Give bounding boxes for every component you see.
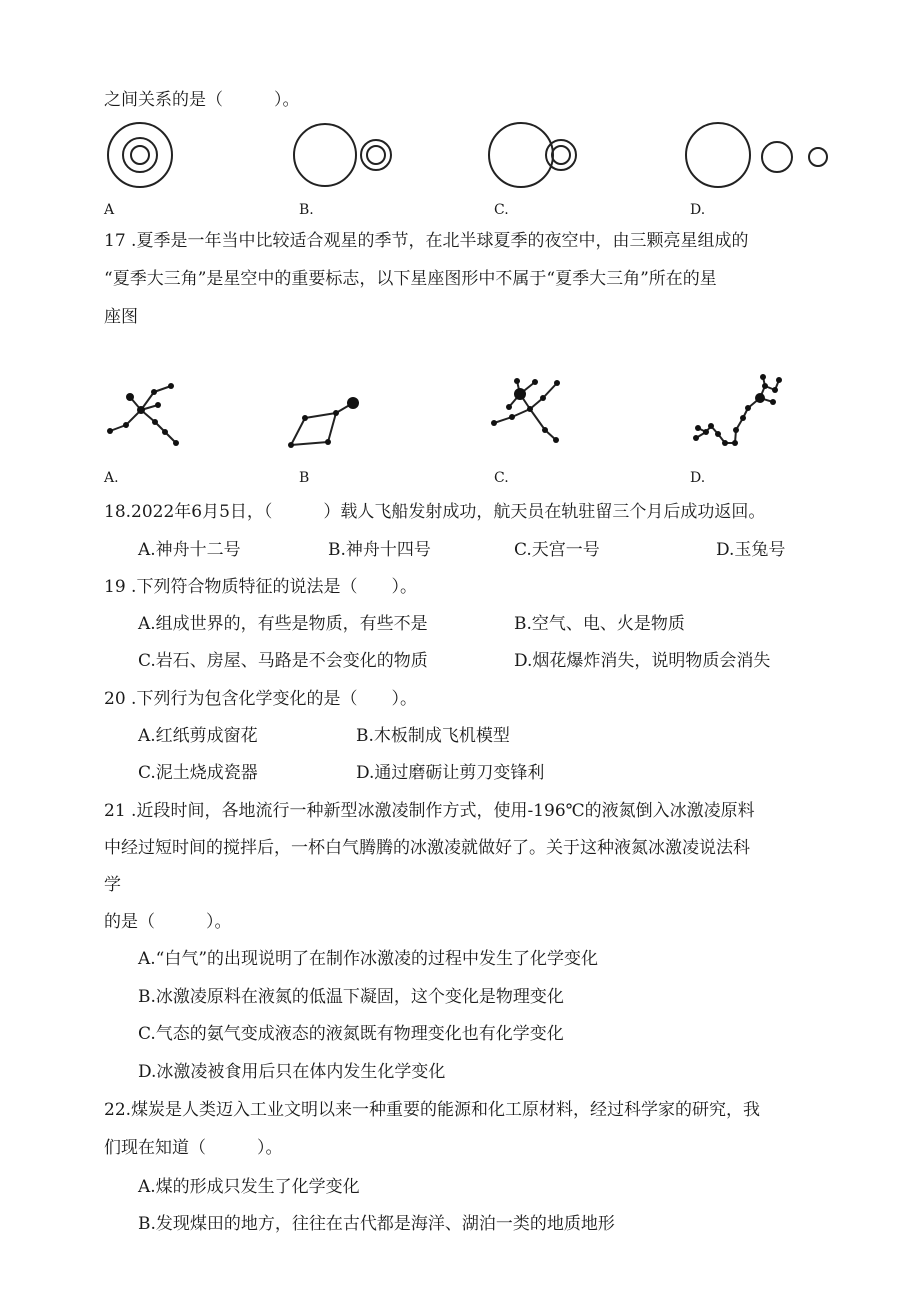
q16-a-middle-ring xyxy=(123,138,157,172)
q17-stem-line2: “夏季大三角”是星空中的重要标志，以下星座图形中不属于“夏季大三角”所在的星 xyxy=(104,269,717,289)
q17-constellation-d-star-12 xyxy=(760,374,766,380)
q18-stem: 18.2022年6月5日，（ ）载人飞船发射成功，航天员在轨驻留三个月后成功返回。 xyxy=(104,502,766,522)
q17-constellation-d-star-7 xyxy=(733,427,739,433)
q17-option-a-label: A. xyxy=(104,470,119,486)
q17-constellation-a-star-7 xyxy=(155,402,161,408)
q17-constellation-d-star-2 xyxy=(703,429,709,435)
q17-constellation-c-star-8 xyxy=(532,379,538,385)
q16-d-small-circle xyxy=(809,148,827,166)
q17-constellation-a-star-4 xyxy=(151,389,157,395)
q17-constellation-c-star-3 xyxy=(527,406,533,412)
q17-constellation-d-star-4 xyxy=(715,431,721,437)
q17-constellation-d-star-14 xyxy=(776,377,782,383)
q17-constellation-b-star-5 xyxy=(347,397,359,409)
q16-d-medium-circle xyxy=(762,142,792,172)
q20-option-b: B.木板制成飞机模型 xyxy=(356,726,510,746)
q17-constellation-b-star-3 xyxy=(333,410,339,416)
q21-option-d: D.冰激凌被食用后只在体内发生化学变化 xyxy=(138,1062,446,1082)
q17-constellation-c-star-2 xyxy=(509,414,515,420)
q16-c-small-circle xyxy=(552,146,570,164)
q17-constellation-c-edge-8 xyxy=(530,409,545,430)
q17-constellation-d-star-3 xyxy=(708,423,714,429)
q16-b-small-circle xyxy=(367,146,385,164)
q17-constellation-d-star-5 xyxy=(722,440,728,446)
q17-constellation-b-edge-2 xyxy=(305,413,336,418)
q17-constellation-c-star-5 xyxy=(554,380,560,386)
q16-c-medium-circle xyxy=(546,140,576,170)
q16-c-large-circle xyxy=(489,123,553,187)
q17-constellation-c-star-1 xyxy=(491,420,497,426)
q16-figure-d xyxy=(683,115,833,195)
q17-constellation-d-star-8 xyxy=(740,415,746,421)
q17-constellation-c-star-11 xyxy=(506,404,512,410)
q20-option-a: A.红纸剪成窗花 xyxy=(138,726,258,746)
q19-option-d: D.烟花爆炸消失，说明物质会消失 xyxy=(514,651,771,671)
q21-stem-line3: 学 xyxy=(104,875,121,895)
q16-a-inner-ring xyxy=(131,146,149,164)
q17-constellation-d-star-6 xyxy=(732,440,738,446)
q18-option-c: C.天宫一号 xyxy=(514,540,600,560)
q17-constellation-c-star-6 xyxy=(514,378,520,384)
q17-constellation-a-star-5 xyxy=(168,383,174,389)
q17-constellation-d-star-11 xyxy=(762,383,768,389)
q17-option-d-label: D. xyxy=(690,470,706,486)
q22-option-b: B.发现煤田的地方，往往在古代都是海洋、湖泊一类的地质地形 xyxy=(138,1214,615,1234)
q17-constellation-b-edge-1 xyxy=(291,418,305,445)
q17-constellation-c-edge-4 xyxy=(543,383,557,398)
q17-constellation-b-star-4 xyxy=(325,439,331,445)
q17-constellation-a-star-3 xyxy=(137,406,145,414)
q21-stem-line2: 中经过短时间的搅拌后，一杯白气腾腾的冰激凌就做好了。关于这种液氮冰激凌说法科 xyxy=(104,838,750,858)
q18-option-b: B.神舟十四号 xyxy=(328,540,431,560)
q17-stem-line1: 17 .夏季是一年当中比较适合观星的季节，在北半球夏季的夜空中，由三颗亮星组成的 xyxy=(104,231,749,251)
q20-option-d: D.通过磨砺让剪刀变锋利 xyxy=(356,763,545,783)
q17-constellation-d-star-13 xyxy=(772,387,778,393)
q16-a-outer-ring xyxy=(108,123,172,187)
q17-constellation-b-edge-3 xyxy=(328,413,336,442)
q17-constellation-d-star-10 xyxy=(755,393,765,403)
q17-constellation-a-star-1 xyxy=(107,428,113,434)
q16-figure-a xyxy=(100,115,180,195)
q19-option-c: C.岩石、房屋、马路是不会变化的物质 xyxy=(138,651,428,671)
q16-option-b-label: B. xyxy=(299,202,314,218)
q17-constellation-d-star-9 xyxy=(745,405,751,411)
q17-constellation-b xyxy=(283,390,363,450)
q21-stem-line4: 的是（ ）。 xyxy=(104,912,232,932)
q17-option-b-label: B xyxy=(299,470,310,486)
q17-constellation-d-star-16 xyxy=(693,435,699,441)
q16-option-a-label: A xyxy=(104,202,115,218)
q16-figure-b xyxy=(290,115,400,195)
q17-constellation-a-star-10 xyxy=(173,440,179,446)
q17-constellation-a-star-2 xyxy=(123,422,129,428)
q18-option-a: A.神舟十二号 xyxy=(138,540,241,560)
q16-d-large-circle xyxy=(686,123,750,187)
q17-constellation-c-star-4 xyxy=(540,395,546,401)
q19-option-b: B.空气、电、火是物质 xyxy=(514,614,685,634)
q17-constellation-a-star-8 xyxy=(152,419,158,425)
q22-stem-line2: 们现在知道（ ）。 xyxy=(104,1138,283,1158)
q17-constellation-a xyxy=(100,375,190,455)
q16-option-c-label: C. xyxy=(494,202,509,218)
q22-stem-line1: 22.煤炭是人类迈入工业文明以来一种重要的能源和化工原材料，经过科学家的研究，我 xyxy=(104,1100,761,1120)
q16-stem-tail: 之间关系的是（ ）。 xyxy=(104,90,300,110)
q17-constellation-d-star-1 xyxy=(695,425,701,431)
q19-stem: 19 .下列符合物质特征的说法是（ ）。 xyxy=(104,577,417,597)
q17-constellation-d xyxy=(688,368,788,453)
q16-option-d-label: D. xyxy=(690,202,706,218)
q17-constellation-c-star-7 xyxy=(514,388,526,400)
q16-b-medium-circle xyxy=(361,140,391,170)
q22-option-a: A.煤的形成只发生了化学变化 xyxy=(138,1177,360,1197)
q20-stem: 20 .下列行为包含化学变化的是（ ）。 xyxy=(104,689,417,709)
q20-option-c: C.泥土烧成瓷器 xyxy=(138,763,258,783)
q18-option-d: D.玉兔号 xyxy=(716,540,786,560)
q17-constellation-c xyxy=(487,375,582,455)
q16-figure-c xyxy=(487,115,587,195)
q21-option-a: A.“白气”的出现说明了在制作冰激凌的过程中发生了化学变化 xyxy=(138,949,599,969)
q17-constellation-c-star-9 xyxy=(542,427,548,433)
q17-constellation-d-star-15 xyxy=(770,399,776,405)
q16-b-large-circle xyxy=(294,124,356,186)
q17-constellation-b-star-2 xyxy=(302,415,308,421)
q17-stem-line3: 座图 xyxy=(104,307,138,327)
q21-option-c: C.气态的氨气变成液态的液氮既有物理变化也有化学变化 xyxy=(138,1024,564,1044)
q21-stem-line1: 21 .近段时间，各地流行一种新型冰激凌制作方式，使用-196℃的液氮倒入冰激凌原料 xyxy=(104,801,755,821)
q21-option-b: B.冰激凌原料在液氮的低温下凝固，这个变化是物理变化 xyxy=(138,987,564,1007)
q17-constellation-b-edge-4 xyxy=(291,442,328,445)
q17-option-c-label: C. xyxy=(494,470,509,486)
q17-constellation-a-star-9 xyxy=(162,429,168,435)
q17-constellation-c-star-10 xyxy=(553,437,559,443)
q17-constellation-a-star-6 xyxy=(126,393,134,401)
q17-constellation-b-star-1 xyxy=(288,442,294,448)
q19-option-a: A.组成世界的，有些是物质，有些不是 xyxy=(138,614,428,634)
